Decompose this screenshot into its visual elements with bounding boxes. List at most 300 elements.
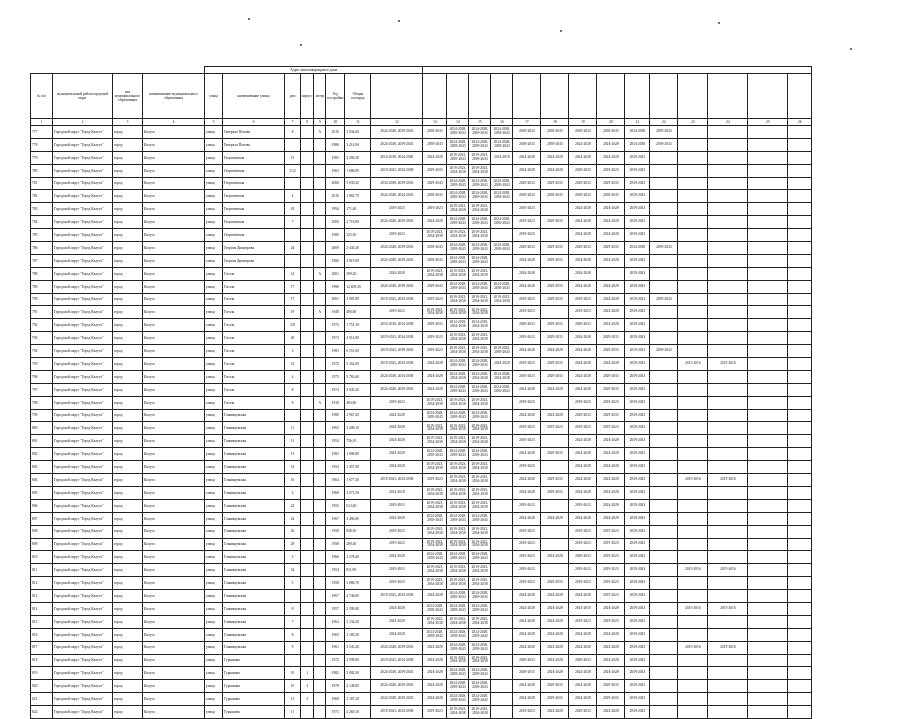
- cell-schedule: 2024-2028: [569, 641, 597, 654]
- cell-schedule: 2019-2023, 2034-2038: [447, 564, 469, 577]
- cell-liter: [314, 216, 326, 229]
- cell-house: [285, 229, 301, 242]
- table-row: [31, 422, 812, 435]
- cell-schedule: 2024-2028: [513, 590, 541, 603]
- cell-area: 3 214,90: [345, 138, 371, 151]
- cell-schedule: 2019-2023: [423, 203, 447, 216]
- cell-empty: [788, 706, 812, 719]
- cell-type: город: [113, 345, 143, 358]
- cell-schedule: 2019-2023: [569, 615, 597, 628]
- cell-schedule: [708, 216, 748, 229]
- cell-schedule: 2024-2028: [513, 512, 541, 525]
- cell-schedule: 2024-2028: [569, 358, 597, 371]
- cell-schedule: 2024-2028, 2039-2043: [469, 216, 491, 229]
- cell-schedule: [748, 345, 788, 358]
- cell-house: 5: [285, 577, 301, 590]
- cell-schedule: 2019-2023: [513, 203, 541, 216]
- cell-area: 3 005,90: [345, 293, 371, 306]
- cell-empty: [788, 319, 812, 332]
- cell-korp: [301, 551, 314, 564]
- cell-schedule: 2034-2038: [625, 138, 650, 151]
- cell-schedule: [748, 422, 788, 435]
- cell-schedule: 2024-2028: [597, 254, 625, 267]
- cell-house: 15: [285, 151, 301, 164]
- cell-schedule: [491, 615, 513, 628]
- cell-liter: [314, 383, 326, 396]
- cell-schedule: [650, 654, 678, 667]
- cell-korp: 1: [301, 667, 314, 680]
- cell-empty: [788, 383, 812, 396]
- cell-korp: [301, 590, 314, 603]
- cell-korp: [301, 370, 314, 383]
- table-row: [31, 486, 812, 499]
- cell-name: Гурьянова: [223, 667, 285, 680]
- cell-year: 1958: [326, 577, 345, 590]
- cell-schedule: 2015-2016: [678, 641, 708, 654]
- cell-korp: [301, 306, 314, 319]
- cell-schedule: 2019-2023, 2034-2038: [423, 435, 447, 448]
- column-number: 24: [708, 119, 748, 126]
- cell-name: Гоголя: [223, 358, 285, 371]
- cell-area: 2 598,90: [345, 654, 371, 667]
- cell-schedule: 2024-2028: [597, 512, 625, 525]
- cell-korp: [301, 164, 314, 177]
- cell-schedule: 2019-2023, 2034-2038: [371, 654, 423, 667]
- cell-schedule: 2019-2023: [513, 564, 541, 577]
- cell-house: 8: [285, 602, 301, 615]
- cell-area: 1 882,70: [345, 190, 371, 203]
- cell-area: 3 443,40: [345, 242, 371, 255]
- cell-schedule: 2024-2028: [569, 435, 597, 448]
- cell-schedule: 2039-2043: [625, 151, 650, 164]
- cell-schedule: [650, 615, 678, 628]
- cell-n: 781: [31, 177, 53, 190]
- cell-liter: [314, 654, 326, 667]
- cell-schedule: 2029-2033: [541, 577, 569, 590]
- cell-liter: [314, 706, 326, 719]
- cell-empty: [788, 190, 812, 203]
- cell-type: город: [113, 267, 143, 280]
- cell-street: улица: [205, 641, 223, 654]
- cell-name: Глинищевская: [223, 577, 285, 590]
- cell-area: 12 659,30: [345, 280, 371, 293]
- cell-house: 10: [285, 667, 301, 680]
- cell-schedule: [541, 564, 569, 577]
- column-number: 6: [223, 119, 285, 126]
- cell-schedule: [650, 216, 678, 229]
- cell-schedule: [650, 383, 678, 396]
- cell-schedule: [748, 242, 788, 255]
- column-header: [625, 74, 650, 119]
- cell-schedule: [650, 680, 678, 693]
- cell-korp: [301, 151, 314, 164]
- cell-liter: [314, 590, 326, 603]
- cell-year: 1983: [326, 151, 345, 164]
- cell-city: Калуга: [143, 615, 205, 628]
- cell-street: улица: [205, 461, 223, 474]
- cell-schedule: 2039-2043: [625, 667, 650, 680]
- cell-schedule: 2019-2023, 2034-2038: [447, 422, 469, 435]
- cell-type: город: [113, 409, 143, 422]
- cell-schedule: [678, 422, 708, 435]
- cell-schedule: 2029-2033: [597, 332, 625, 345]
- cell-type: город: [113, 319, 143, 332]
- cell-schedule: 2039-2043: [423, 138, 447, 151]
- cell-year: 2009: [326, 242, 345, 255]
- cell-empty: [788, 693, 812, 706]
- cell-n: 789: [31, 280, 53, 293]
- cell-area: 2 967,20: [345, 409, 371, 422]
- cell-street: улица: [205, 590, 223, 603]
- cell-type: город: [113, 602, 143, 615]
- cell-schedule: 2024-2028: [569, 590, 597, 603]
- cell-schedule: [748, 370, 788, 383]
- cell-schedule: [650, 435, 678, 448]
- table-row: [31, 602, 812, 615]
- cell-district: Городской округ "Город Калуга": [53, 667, 113, 680]
- cell-district: Городской округ "Город Калуга": [53, 151, 113, 164]
- cell-schedule: 2039-2043: [625, 602, 650, 615]
- column-number: 19: [569, 119, 597, 126]
- cell-schedule: 2024-2028, 2039-2043: [371, 641, 423, 654]
- cell-year: 2010: [326, 190, 345, 203]
- cell-house: 10: [285, 680, 301, 693]
- table-row: [31, 564, 812, 577]
- cell-house: 19: [285, 306, 301, 319]
- cell-year: 1958: [326, 538, 345, 551]
- cell-n: 806: [31, 499, 53, 512]
- cell-schedule: 2039-2043: [625, 306, 650, 319]
- cell-type: город: [113, 229, 143, 242]
- column-header: [708, 74, 748, 119]
- cell-schedule: [678, 242, 708, 255]
- cell-schedule: 2015-2016: [678, 564, 708, 577]
- cell-schedule: 2019-2023: [513, 332, 541, 345]
- cell-schedule: [650, 538, 678, 551]
- cell-district: Городской округ "Город Калуга": [53, 280, 113, 293]
- cell-schedule: 2019-2023, 2034-2038: [423, 267, 447, 280]
- cell-schedule: 2024-2028: [597, 138, 625, 151]
- cell-schedule: [491, 706, 513, 719]
- cell-house: 9: [285, 396, 301, 409]
- cell-house: 2/8: [285, 319, 301, 332]
- cell-schedule: [708, 448, 748, 461]
- cell-schedule: [678, 177, 708, 190]
- cell-schedule: 2019-2023: [569, 293, 597, 306]
- cell-schedule: 2024-2028: [423, 151, 447, 164]
- cell-name: Георгия Димитрова: [223, 254, 285, 267]
- cell-schedule: 2024-2028: [569, 628, 597, 641]
- cell-house: 9: [285, 641, 301, 654]
- cell-schedule: 2024-2028: [513, 615, 541, 628]
- cell-schedule: 2024-2028: [541, 706, 569, 719]
- cell-n: 807: [31, 512, 53, 525]
- column-header-row: [31, 74, 812, 119]
- cell-name: Георгиевская: [223, 190, 285, 203]
- cell-house: 26: [285, 525, 301, 538]
- cell-schedule: 2029-2033: [597, 680, 625, 693]
- cell-schedule: 2029-2043: [423, 280, 447, 293]
- cell-n: 821: [31, 693, 53, 706]
- table-row: [31, 693, 812, 706]
- cell-house: 3: [285, 551, 301, 564]
- cell-empty: [788, 396, 812, 409]
- cell-schedule: 2029-2033: [569, 706, 597, 719]
- cell-schedule: 2024-2028: [597, 293, 625, 306]
- cell-street: улица: [205, 229, 223, 242]
- table-row: [31, 448, 812, 461]
- cell-year: 1972: [326, 358, 345, 371]
- cell-schedule: [748, 396, 788, 409]
- scan-speck: [718, 22, 720, 24]
- cell-empty: [788, 499, 812, 512]
- cell-schedule: 2029-2033: [541, 177, 569, 190]
- cell-schedule: [678, 680, 708, 693]
- cell-schedule: [650, 319, 678, 332]
- column-header: муниципальный район/городской округ: [53, 74, 113, 119]
- cell-schedule: [650, 280, 678, 293]
- cell-schedule: [708, 654, 748, 667]
- cell-street: улица: [205, 706, 223, 719]
- cell-year: 1967: [326, 512, 345, 525]
- cell-schedule: [748, 654, 788, 667]
- cell-empty: [788, 358, 812, 371]
- cell-house: 14: [285, 267, 301, 280]
- cell-empty: [788, 474, 812, 487]
- table-row: [31, 383, 812, 396]
- cell-empty: [788, 512, 812, 525]
- cell-name: Гоголя: [223, 267, 285, 280]
- cell-schedule: 2019-2023, 2039-2043: [491, 345, 513, 358]
- cell-city: Калуга: [143, 216, 205, 229]
- cell-korp: [301, 422, 314, 435]
- cell-name: Гоголя: [223, 319, 285, 332]
- cell-name: Георгиевская: [223, 229, 285, 242]
- cell-schedule: [491, 229, 513, 242]
- cell-district: Городской округ "Город Калуга": [53, 706, 113, 719]
- cell-schedule: [708, 267, 748, 280]
- cell-schedule: 2024-2028: [569, 448, 597, 461]
- column-header: улица: [205, 74, 223, 119]
- cell-schedule: 2019-2023: [371, 203, 423, 216]
- cell-schedule: 2024-2028: [423, 680, 447, 693]
- cell-city: Калуга: [143, 370, 205, 383]
- cell-schedule: [491, 525, 513, 538]
- cell-schedule: 2024-2028, 2039-2043: [447, 383, 469, 396]
- cell-schedule: 2019-2023: [513, 525, 541, 538]
- cell-schedule: 2024-2028: [569, 280, 597, 293]
- cell-type: город: [113, 370, 143, 383]
- cell-schedule: 2024-2028: [597, 641, 625, 654]
- cell-schedule: 2024-2028: [541, 512, 569, 525]
- cell-name: Гурьянова: [223, 693, 285, 706]
- cell-schedule: 2019-2023, 2034-2038: [371, 474, 423, 487]
- cell-area: 1 677,30: [345, 474, 371, 487]
- cell-schedule: 2029-2033: [541, 319, 569, 332]
- cell-schedule: 2019-2023: [423, 293, 447, 306]
- cell-schedule: 2024-2028: [423, 667, 447, 680]
- cell-schedule: [650, 306, 678, 319]
- cell-korp: [301, 628, 314, 641]
- cell-schedule: 2039-2043: [625, 409, 650, 422]
- cell-schedule: [541, 435, 569, 448]
- cell-schedule: [491, 590, 513, 603]
- cell-schedule: 2029-2033: [597, 693, 625, 706]
- cell-district: Городской округ "Город Калуга": [53, 590, 113, 603]
- cell-schedule: 2024-2028: [597, 306, 625, 319]
- cell-schedule: [650, 254, 678, 267]
- cell-district: Городской округ "Город Калуга": [53, 370, 113, 383]
- cell-n: 812: [31, 577, 53, 590]
- cell-schedule: [748, 564, 788, 577]
- cell-schedule: [491, 654, 513, 667]
- cell-schedule: 2024-2028: [423, 383, 447, 396]
- cell-schedule: 2019-2023: [569, 306, 597, 319]
- cell-schedule: 2024-2028: [597, 461, 625, 474]
- cell-street: улица: [205, 190, 223, 203]
- cell-house: 43: [285, 203, 301, 216]
- cell-schedule: 2039-2043: [625, 177, 650, 190]
- cell-schedule: [748, 680, 788, 693]
- cell-street: улица: [205, 293, 223, 306]
- cell-schedule: 2024-2028, 2039-2043: [371, 383, 423, 396]
- cell-district: Городской округ "Город Калуга": [53, 525, 113, 538]
- cell-n: 805: [31, 486, 53, 499]
- cell-liter: [314, 358, 326, 371]
- cell-schedule: [491, 538, 513, 551]
- cell-schedule: [650, 267, 678, 280]
- cell-schedule: 2034-2038: [625, 242, 650, 255]
- cell-schedule: 2024-2028: [513, 474, 541, 487]
- cell-schedule: [541, 306, 569, 319]
- cell-district: Городской округ "Город Калуга": [53, 615, 113, 628]
- cell-schedule: 2019-2023: [597, 525, 625, 538]
- cell-schedule: [650, 461, 678, 474]
- cell-schedule: 2015-2016: [708, 358, 748, 371]
- cell-liter: [314, 512, 326, 525]
- cell-schedule: 2024-2028: [569, 229, 597, 242]
- cell-year: 1954: [326, 564, 345, 577]
- column-header: [541, 74, 569, 119]
- cell-schedule: 2029-2033: [541, 448, 569, 461]
- cell-type: город: [113, 242, 143, 255]
- cell-city: Калуга: [143, 358, 205, 371]
- cell-schedule: 2039-2043: [625, 358, 650, 371]
- cell-schedule: 2039-2043: [625, 590, 650, 603]
- cell-area: 484,80: [345, 396, 371, 409]
- cell-area: 2 265,10: [345, 706, 371, 719]
- cell-area: 3 185,30: [345, 628, 371, 641]
- table-row: [31, 551, 812, 564]
- cell-schedule: 2024-2028, 2039-2043: [447, 448, 469, 461]
- cell-empty: [788, 486, 812, 499]
- cell-area: 2 945,20: [345, 383, 371, 396]
- cell-korp: [301, 448, 314, 461]
- cell-district: Городской округ "Город Калуга": [53, 164, 113, 177]
- cell-type: город: [113, 667, 143, 680]
- cell-street: улица: [205, 525, 223, 538]
- cell-schedule: 2024-2028: [569, 216, 597, 229]
- cell-schedule: 2039-2043: [650, 138, 678, 151]
- cell-area: 4 819,90: [345, 254, 371, 267]
- cell-schedule: 2015-2016: [678, 602, 708, 615]
- cell-schedule: 2024-2028, 2039-2043: [469, 628, 491, 641]
- cell-n: 797: [31, 383, 53, 396]
- cell-schedule: [678, 345, 708, 358]
- cell-street: улица: [205, 345, 223, 358]
- cell-schedule: 2024-2028, 2039-2043: [447, 190, 469, 203]
- cell-schedule: [708, 280, 748, 293]
- cell-schedule: 2019-2023, 2034-2038: [469, 203, 491, 216]
- cell-year: 2000: [326, 216, 345, 229]
- cell-name: Глинищевская: [223, 538, 285, 551]
- cell-city: Калуга: [143, 499, 205, 512]
- cell-schedule: 2039-2043: [625, 680, 650, 693]
- cell-schedule: 2024-2028, 2039-2043: [447, 280, 469, 293]
- cell-area: 1 906,80: [345, 448, 371, 461]
- cell-name: Глинищевская: [223, 435, 285, 448]
- cell-schedule: 2024-2028: [597, 474, 625, 487]
- cell-schedule: 2019-2023, 2034-2038: [469, 538, 491, 551]
- cell-street: улица: [205, 126, 223, 139]
- cell-district: Городской округ "Город Калуга": [53, 538, 113, 551]
- cell-schedule: [491, 628, 513, 641]
- cell-schedule: [491, 551, 513, 564]
- cell-year: 1980: [326, 409, 345, 422]
- cell-korp: [301, 512, 314, 525]
- cell-schedule: 2019-2023: [597, 590, 625, 603]
- cell-empty: [788, 615, 812, 628]
- cell-schedule: [708, 164, 748, 177]
- cell-district: Городской округ "Город Калуга": [53, 628, 113, 641]
- cell-schedule: 2024-2028, 2039-2043: [371, 242, 423, 255]
- cell-schedule: [708, 551, 748, 564]
- cell-schedule: 2034-2038, 2039-2043: [371, 177, 423, 190]
- cell-schedule: 2019-2023, 2034-2038: [469, 345, 491, 358]
- cell-schedule: 2024-2028, 2039-2043: [469, 358, 491, 371]
- cell-schedule: 2024-2028, 2039-2043: [469, 190, 491, 203]
- cell-schedule: [708, 242, 748, 255]
- cell-schedule: 2024-2028: [597, 216, 625, 229]
- cell-year: 1982: [326, 448, 345, 461]
- cell-street: улица: [205, 319, 223, 332]
- scan-speck: [300, 44, 302, 46]
- cell-area: 480,00: [345, 306, 371, 319]
- cell-house: 31: [285, 358, 301, 371]
- cell-schedule: 2024-2028: [569, 370, 597, 383]
- cell-liter: [314, 486, 326, 499]
- cell-schedule: 2019-2023, 2034-2038: [469, 615, 491, 628]
- cell-street: улица: [205, 151, 223, 164]
- cell-street: улица: [205, 216, 223, 229]
- cell-schedule: 2019-2023: [597, 551, 625, 564]
- cell-schedule: [491, 641, 513, 654]
- cell-schedule: 2024-2028, 2039-2043: [371, 216, 423, 229]
- column-number: 18: [541, 119, 569, 126]
- cell-schedule: 2039-2043: [423, 254, 447, 267]
- table-row: [31, 525, 812, 538]
- cell-schedule: 2024-2028: [541, 628, 569, 641]
- cell-liter: А: [314, 306, 326, 319]
- cell-name: Глинищевская: [223, 512, 285, 525]
- table-row: [31, 409, 812, 422]
- cell-schedule: [748, 551, 788, 564]
- cell-schedule: 2019-2023, 2034-2038: [423, 525, 447, 538]
- cell-schedule: 2015-2016: [708, 641, 748, 654]
- cell-city: Калуга: [143, 680, 205, 693]
- cell-schedule: 2039-2043: [625, 229, 650, 242]
- cell-schedule: 2029-2033: [541, 293, 569, 306]
